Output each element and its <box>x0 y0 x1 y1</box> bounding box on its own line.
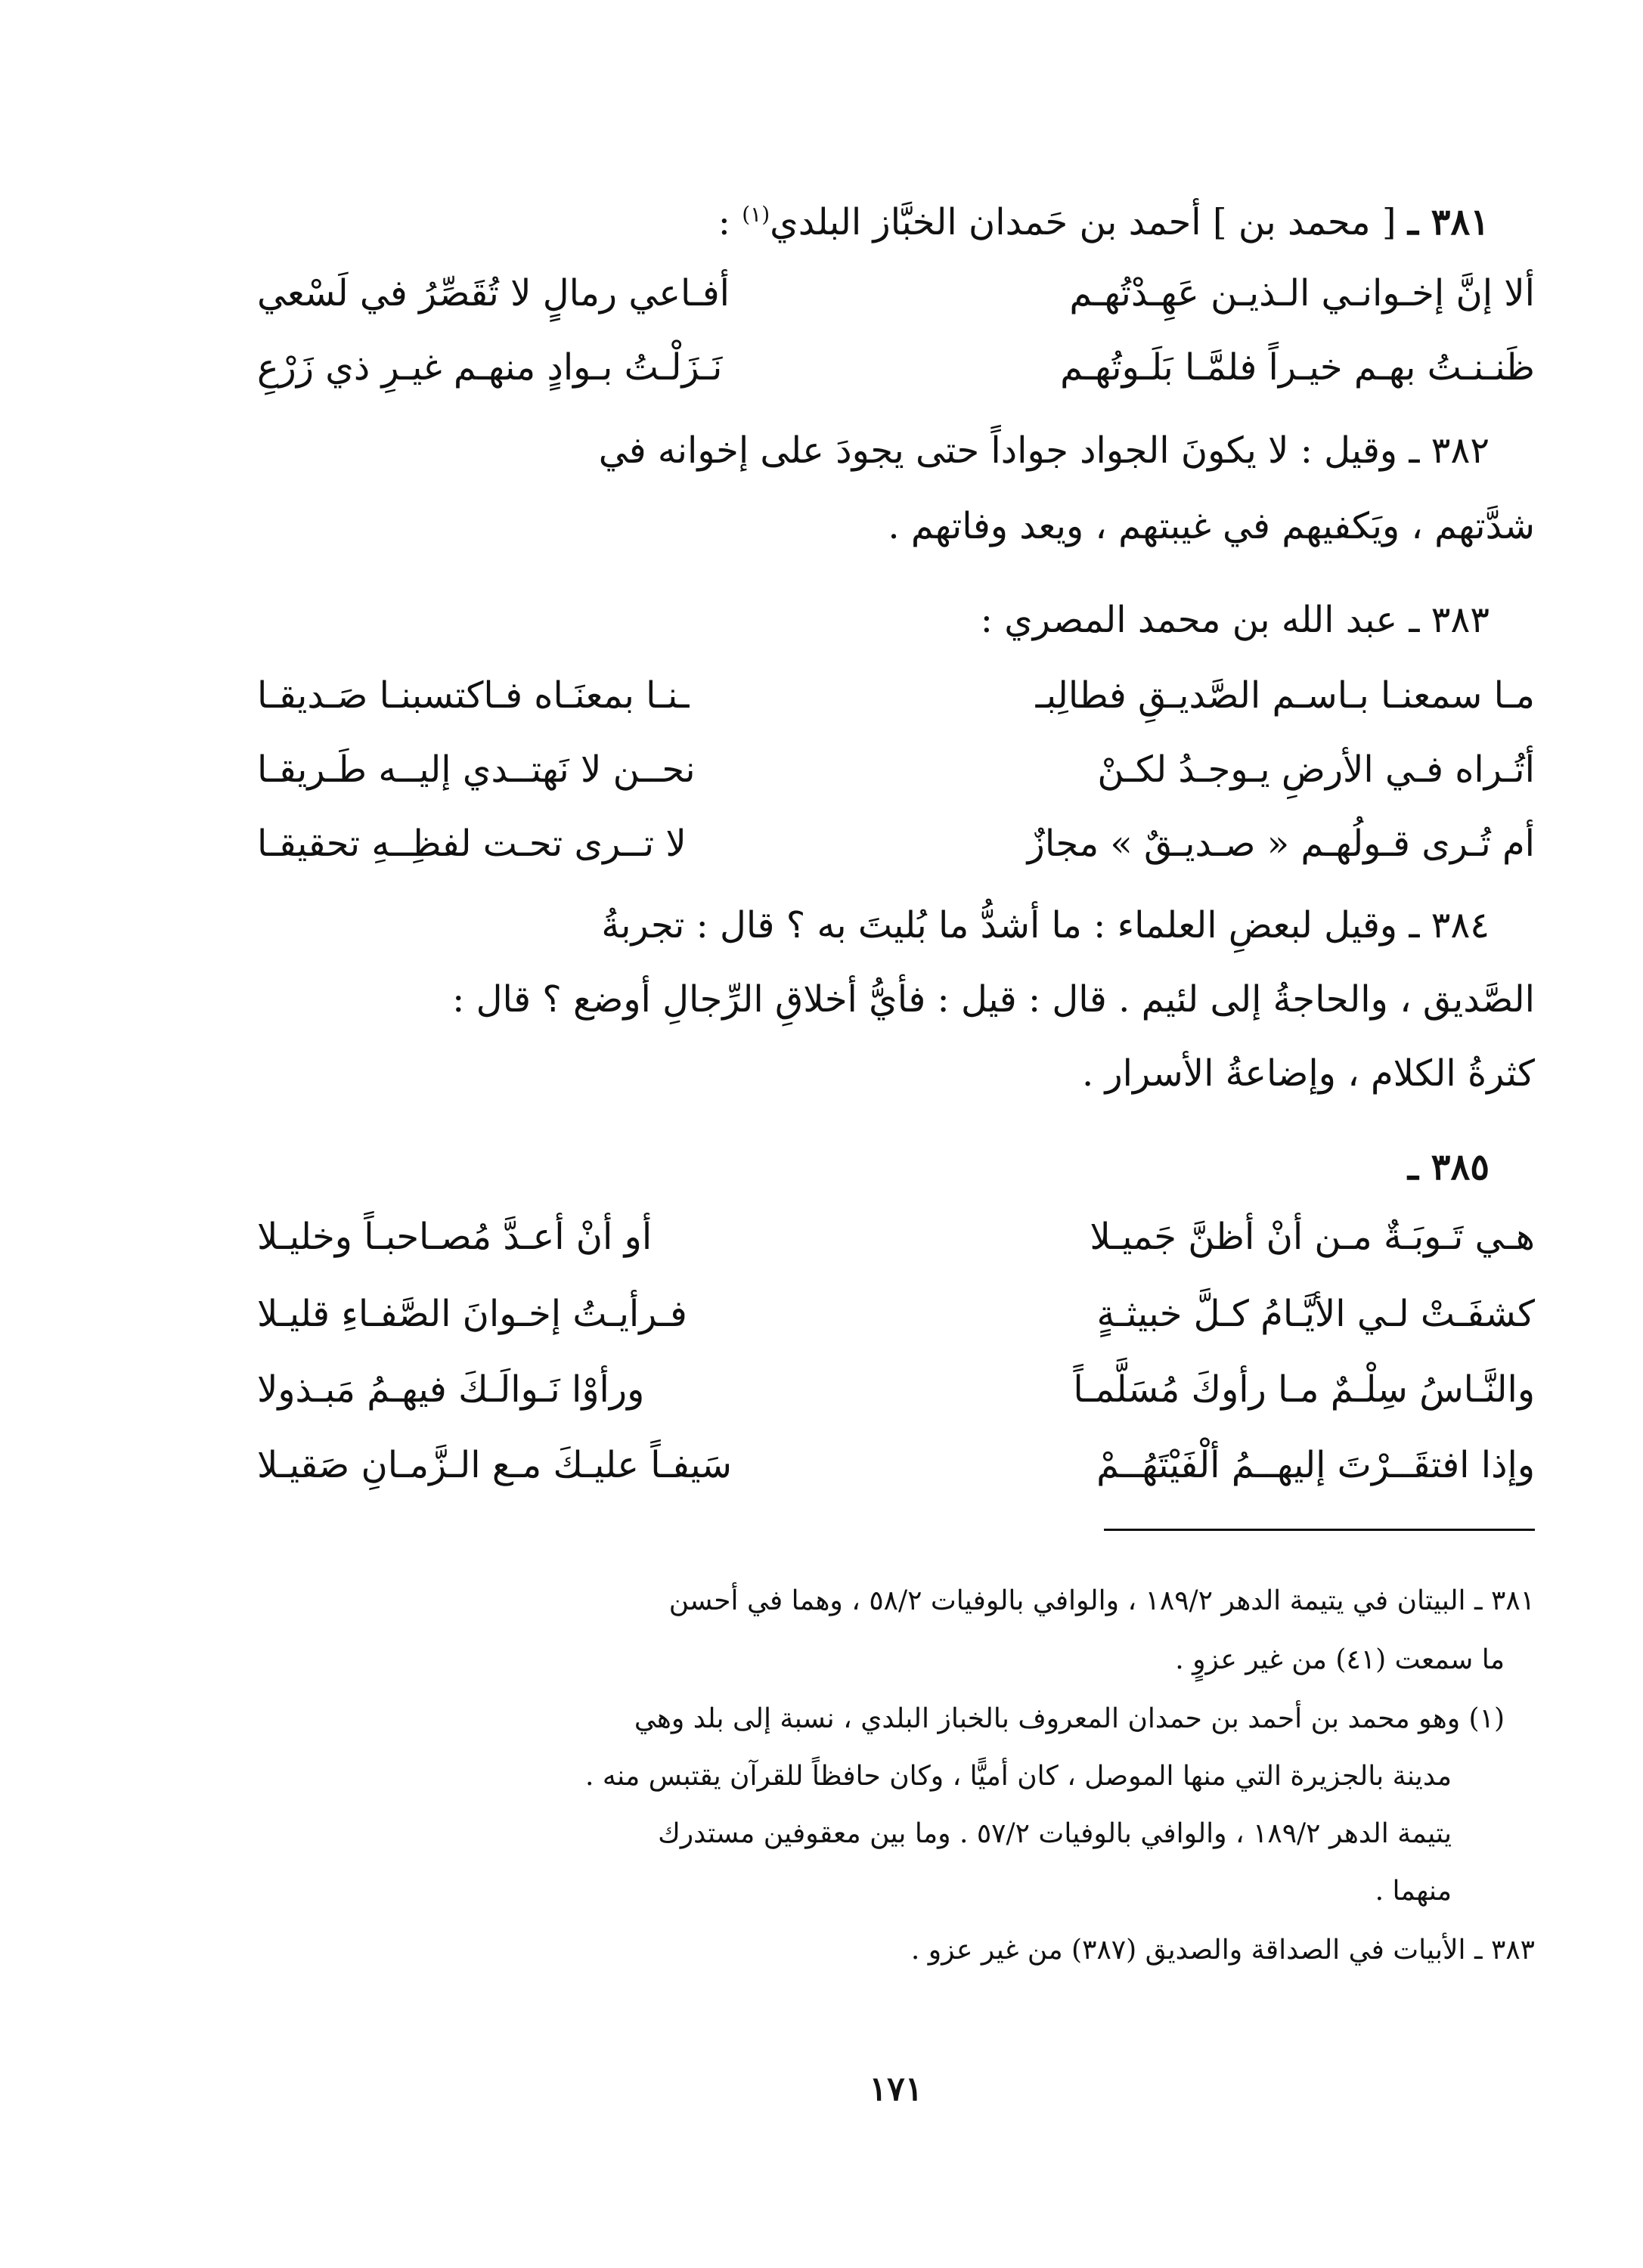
entry-384-line-2: الصَّديق ، والحاجةُ إلى لئيم . قال : قيل : فأيُّ أخلاقِ الرِّجالِ أوضع ؟ قال : <box>452 978 1535 1021</box>
footnote-1-line-1: (١) وهو محمد بن أحمد بن حمدان المعروف بالخباز البلدي ، نسبة إلى بلد وهي <box>634 1703 1505 1734</box>
entry-381-title: [ محمد بن ] أحمد بن حَمدان الخبَّاز البلدي <box>770 201 1397 243</box>
verse-385-2 <box>257 1293 1535 1346</box>
verse-383-3-hemistich-1: أم تُـرى قـولُهـم « صـديـقٌ » مجازٌ <box>1027 823 1535 865</box>
entry-384-line-3: كثرةُ الكلام ، وإضاعةُ الأسرار . <box>1081 1052 1535 1095</box>
footnote-381-line-1: ٣٨١ ـ البيتان في يتيمة الدهر ١٨٩/٢ ، والوافي بالوفيات ٥٨/٢ ، وهما في أحسن <box>668 1585 1535 1616</box>
verse-383-1 <box>257 674 1535 727</box>
footnote-1-line-3: يتيمة الدهر ١٨٩/٢ ، والوافي بالوفيات ٥٧/٢ . وما بين معقوفين مستدرك <box>658 1818 1452 1849</box>
footnote-1-line-2: مدينة بالجزيرة التي منها الموصل ، كان أميًّا ، وكان حافظاً للقرآن يقتبس منه . <box>584 1761 1452 1792</box>
verse-385-1-hemistich-2: أو أنْ أعـدَّ مُصـاحبـاً وخليـلا <box>257 1216 653 1258</box>
verse-383-3-hemistich-2: لا تــرى تحـت لفظِــهِ تحقيقـا <box>257 823 687 865</box>
entry-385-number: ٣٨٥ ـ <box>1407 1146 1490 1188</box>
footnote-381-line-2: ما سمعت (٤١) من غير عزوٍ . <box>1175 1644 1505 1675</box>
entry-384-line-1: ٣٨٤ ـ وقيل لبعضِ العلماء : ما أشدُّ ما بُليتَ به ؟ قال : تجربةُ <box>601 904 1490 947</box>
verse-385-3-hemistich-2: ورأوْا نَـوالَـكَ فيهـمُ مَبـذولا <box>257 1368 645 1411</box>
entry-381-number: ٣٨١ ـ <box>1407 201 1490 243</box>
verse-385-4-hemistich-1: وإذا افتقَــرْتَ إليهــمُ ألْفَيْتَهُــمْ <box>1096 1444 1535 1486</box>
footnote-separator <box>1104 1529 1535 1531</box>
book-page <box>257 151 1535 2117</box>
verse-385-4-hemistich-2: سَيفـاً عليـكَ مـع الـزَّمـانِ صَقيـلا <box>257 1444 732 1486</box>
verse-383-1-hemistich-2: ـنـا بمعنَـاه فـاكتسبنـا صَـديقـا <box>257 674 690 717</box>
verse-381-2 <box>257 346 1535 399</box>
verse-385-2-hemistich-2: فـرأيـتُ إخـوانَ الصَّفـاءِ قليـلا <box>257 1293 687 1335</box>
entry-382-line-1: ٣٨٢ ـ وقيل : لا يكونَ الجواد جواداً حتى يجودَ على إخوانه في <box>598 429 1490 472</box>
entry-382-line-2: شدَّتهم ، ويَكفيهم في غيبتهم ، ويعد وفاتهم . <box>888 505 1535 547</box>
verse-385-2-hemistich-1: كشفَـتْ لـي الأيَّـامُ كـلَّ خبيثـةٍ <box>1096 1293 1535 1335</box>
verse-381-1 <box>257 272 1535 325</box>
verse-385-1 <box>257 1216 1535 1269</box>
verse-383-2-hemistich-2: نحــن لا نَهتــدي إليــه طَـريقـا <box>257 748 696 791</box>
footnote-383: ٣٨٣ ـ الأبيات في الصداقة والصديق (٣٨٧) من غير عزو . <box>910 1935 1535 1966</box>
verse-385-3 <box>257 1368 1535 1421</box>
page-number: ١٧١ <box>869 2070 923 2108</box>
verse-381-2-hemistich-1: ظَنـنـتُ بهـم خيـراً فلمَّـا بَلَـوتُهـم <box>1060 346 1535 389</box>
entry-383-heading: ٣٨٣ ـ عبد الله بن محمد المصري : <box>980 599 1490 641</box>
verse-381-1-hemistich-1: ألا إنَّ إخـوانـي الـذيـن عَهِـدْتُهـم <box>1069 272 1535 314</box>
verse-385-3-hemistich-1: والنَّـاسُ سِلْـمٌ مـا رأوكَ مُسَلَّمـاً <box>1073 1368 1535 1411</box>
footnote-marker-1: (١) <box>742 202 770 227</box>
verse-383-3 <box>257 823 1535 875</box>
verse-385-4 <box>257 1444 1535 1497</box>
entry-381-heading <box>257 201 1535 243</box>
verse-383-2-hemistich-1: أتُـراه فـي الأرضِ يـوجـدُ لكـنْ <box>1097 748 1535 791</box>
verse-383-1-hemistich-1: مـا سمعنـا بـاسـم الصَّديـقِ فطالِبـ <box>1035 674 1535 717</box>
verse-385-1-hemistich-1: هـي تَـوبَـةٌ مـن أنْ أظنَّ جَميـلا <box>1090 1216 1535 1258</box>
footnote-1-line-4: منهما . <box>1375 1876 1452 1907</box>
verse-383-2 <box>257 748 1535 801</box>
verse-381-1-hemistich-2: أفـاعي رمالٍ لا تُقَصِّرُ في لَسْعي <box>257 272 730 314</box>
verse-381-2-hemistich-2: نَـزَلْـتُ بـوادٍ منهـم غيـرِ ذي زَرْعِ <box>257 346 723 389</box>
entry-381-colon: : <box>718 201 730 243</box>
